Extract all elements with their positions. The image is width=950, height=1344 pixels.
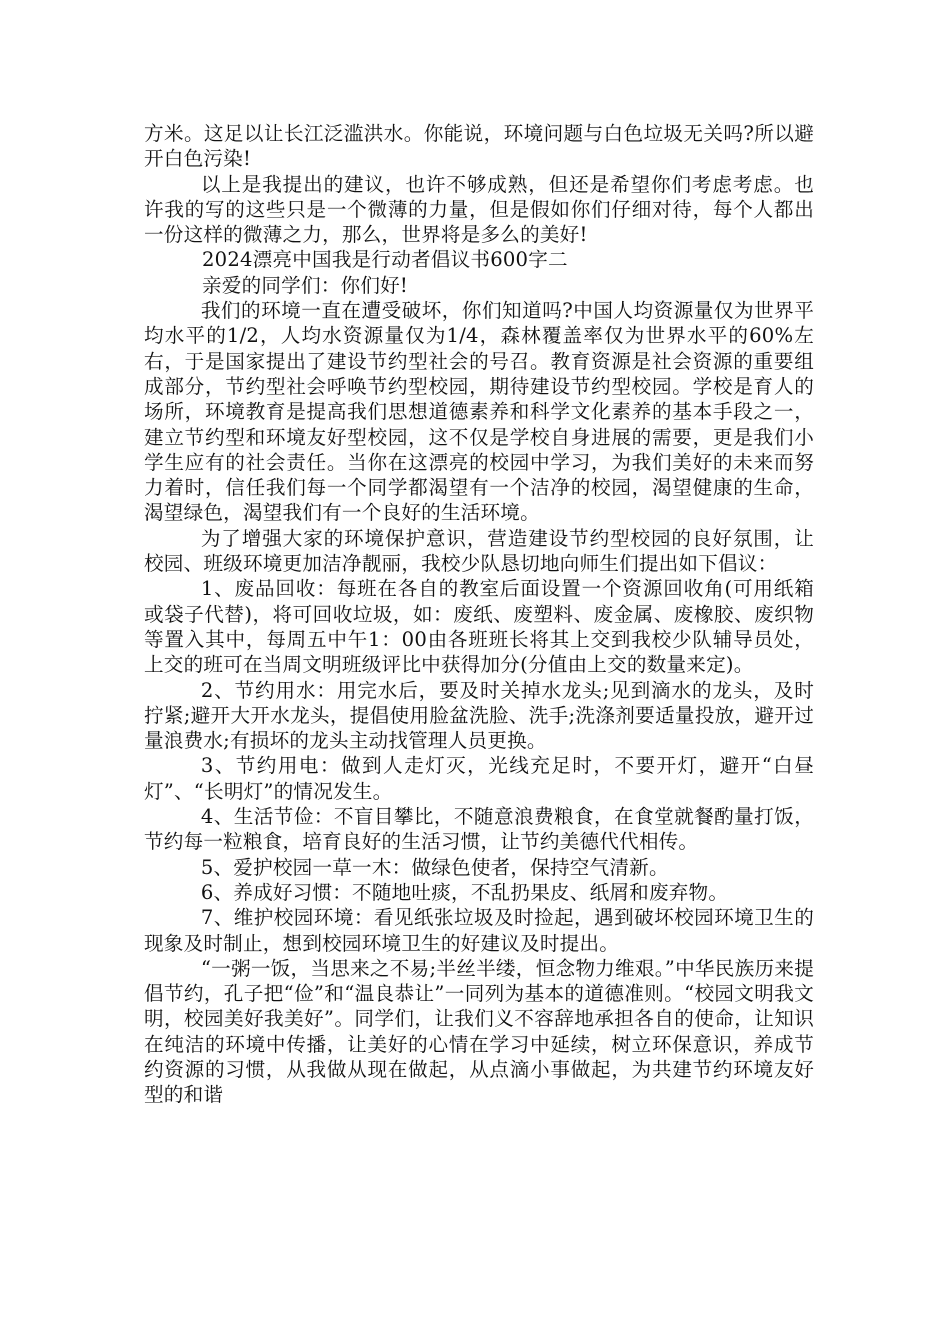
document-body	[144, 121, 814, 1108]
proposal-item-6: 6、养成好习惯：不随地吐痰，不乱扔果皮、纸屑和废弃物。	[200, 880, 729, 904]
salutation: 亲爱的同学们：你们好!	[202, 273, 409, 297]
proposal-item-2: 2、节约用水：用完水后，要及时关掉水龙头;见到滴水的龙头，及时拧紧;避开大开水龙头，提倡使用脸盆洗脸、洗手;洗涤剂要适量投放，避开过量浪费水;有损坏的龙头主动找管理人员更换。	[144, 678, 814, 753]
proposal-item-5: 5、爱护校园一草一木：做绿色使者，保持空气清新。	[200, 855, 669, 879]
proposal-item-4: 4、生活节俭：不盲目攀比，不随意浪费粮食，在食堂就餐酌量打饭，节约每一粒粮食，培育良好的生活习惯，让节约美德代代相传。	[144, 805, 814, 854]
proposal-item-7: 7、维护校园环境：看见纸张垃圾及时捡起，遇到破坏校园环境卫生的现象及时制止，想到校园环境卫生的好建议及时提出。	[144, 906, 814, 955]
paragraph-suggestion-closing: 以上是我提出的建议，也许不够成熟，但还是希望你们考虑考虑。也许我的写的这些只是一个微薄的力量，但是假如你们仔细对待，每个人都出一份这样的微薄之力，那么，世界将是多么的美好!	[144, 172, 814, 247]
paragraph-conclusion: “一粥一饭，当思来之不易;半丝半缕，恒念物力维艰。”中华民族历来提倡节约，孔子把“俭”和“温良恭让”一同列为基本的道德准则。“校园文明我文明，校园美好我美好”。同学们，让我们义不容辞地承担各自的使命，让知识在纯洁的环境中传播，让美好的心情在学习中延续，树立环保意识，养成节约资源的习惯，从我做从现在做起，从点滴小事做起，为共建节约环境友好型的和谐	[144, 956, 814, 1107]
paragraph-environment-intro: 我们的环境一直在遭受破坏，你们知道吗?中国人均资源量仅为世界平均水平的1/2，人均水资源量仅为1/4，森林覆盖率仅为世界水平的60%左右，于是国家提出了建设节约型社会的号召。教育资源是社会资源的重要组成部分，节约型社会呼唤节约型校园，期待建设节约型校园。学校是育人的场所，环境教育是提高我们思想道德素养和科学文化素养的基本手段之一，建立节约型和环境友好型校园，这不仅是学校自身进展的需要，更是我们小学生应有的社会责任。当你在这漂亮的校园中学习，为我们美好的未来而努力着时，信任我们每一个同学都渴望有一个洁净的校园，渴望健康的生命，渴望绿色，渴望我们有一个良好的生活环境。	[144, 299, 814, 525]
proposal-item-1: 1、废品回收：每班在各自的教室后面设置一个资源回收角(可用纸箱或袋子代替)，将可回收垃圾，如：废纸、废塑料、废金属、废橡胶、废织物等置入其中，每周五中午1：00由各班班长将其上交到我校少队辅导员处，上交的班可在当周文明班级评比中获得加分(分值由上交的数量来定)。	[144, 577, 814, 677]
paragraph-continuation: 方米。这足以让长江泛滥洪水。你能说，环境问题与白色垃圾无关吗?所以避开白色污染!	[144, 122, 814, 171]
section-heading: 2024漂亮中国我是行动者倡议书600字二	[202, 248, 568, 272]
proposal-item-3: 3、节约用电：做到人走灯灭，光线充足时，不要开灯，避开“白昼灯”、“长明灯”的情况发生。	[144, 754, 814, 803]
paragraph-proposal-intro: 为了增强大家的环境保护意识，营造建设节约型校园的良好氛围，让校园、班级环境更加洁净靓丽，我校少队恳切地向师生们提出如下倡议：	[144, 526, 814, 576]
